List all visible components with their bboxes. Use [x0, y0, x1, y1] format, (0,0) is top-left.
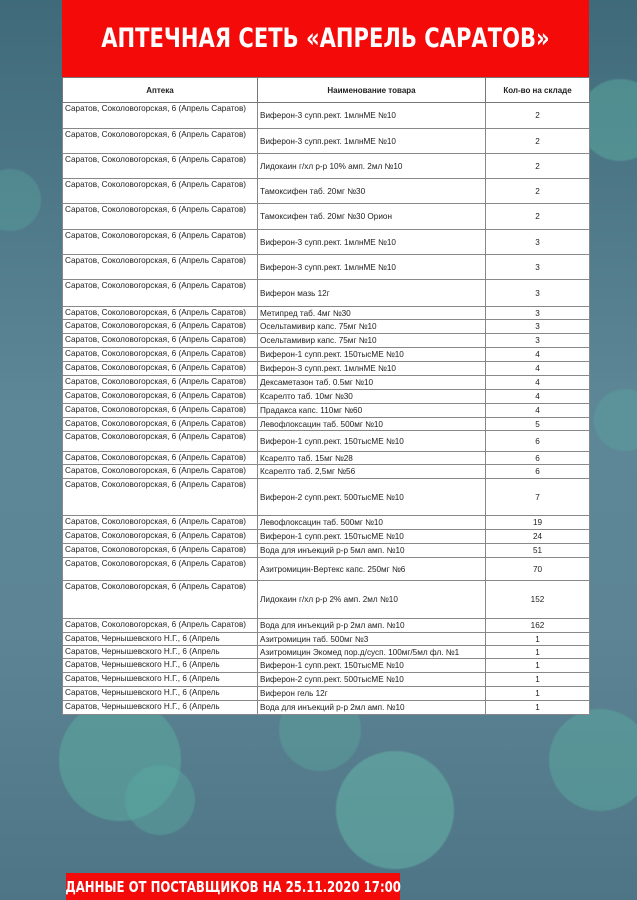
column-header-product: Наименование товара: [258, 78, 486, 103]
column-header-pharmacy: Аптека: [63, 78, 258, 103]
quantity-cell: 4: [486, 390, 590, 404]
quantity-cell: 4: [486, 404, 590, 418]
product-cell: Дексаметазон таб. 0.5мг №10: [258, 376, 486, 390]
pharmacy-cell: Саратов, Соколовогорская, 6 (Апрель Саратов): [63, 129, 258, 154]
pharmacy-cell: Саратов, Соколовогорская, 6 (Апрель Саратов): [63, 154, 258, 179]
quantity-cell: 24: [486, 530, 590, 544]
quantity-cell: 3: [486, 334, 590, 348]
pharmacy-cell: Саратов, Соколовогорская, 6 (Апрель Саратов): [63, 320, 258, 334]
quantity-cell: 2: [486, 103, 590, 129]
pharmacy-cell: Саратов, Соколовогорская, 6 (Апрель Саратов): [63, 179, 258, 204]
table-row: [63, 348, 590, 362]
product-cell: Тамоксифен таб. 20мг №30 Орион: [258, 204, 486, 230]
product-cell: Метипред таб. 4мг №30: [258, 307, 486, 320]
pharmacy-cell: Саратов, Соколовогорская, 6 (Апрель Саратов): [63, 280, 258, 307]
quantity-cell: 3: [486, 320, 590, 334]
quantity-cell: 162: [486, 619, 590, 633]
quantity-cell: 6: [486, 465, 590, 479]
pharmacy-cell: Саратов, Чернышевского Н.Г., 6 (Апрель: [63, 687, 258, 701]
table-row: [63, 633, 590, 646]
pharmacy-cell: Саратов, Соколовогорская, 6 (Апрель Саратов): [63, 404, 258, 418]
table-row: [63, 404, 590, 418]
table-row: [63, 619, 590, 633]
quantity-cell: 1: [486, 673, 590, 687]
product-cell: Ксарелто таб. 2,5мг №56: [258, 465, 486, 479]
table-row: [63, 465, 590, 479]
product-cell: Виферон-3 супп.рект. 1млнМЕ №10: [258, 362, 486, 376]
product-cell: Виферон-3 супп.рект. 1млнМЕ №10: [258, 129, 486, 154]
product-cell: Виферон-3 супп.рект. 1млнМЕ №10: [258, 103, 486, 129]
table-row: [63, 452, 590, 465]
quantity-cell: 19: [486, 516, 590, 530]
table-row: [63, 334, 590, 348]
table-row: [63, 320, 590, 334]
pharmacy-cell: Саратов, Соколовогорская, 6 (Апрель Саратов): [63, 376, 258, 390]
quantity-cell: 70: [486, 558, 590, 581]
product-cell: Вода для инъекций р-р 2мл амп. №10: [258, 619, 486, 633]
table-row: [63, 659, 590, 673]
pharmacy-cell: Саратов, Соколовогорская, 6 (Апрель Саратов): [63, 544, 258, 558]
product-cell: Виферон-3 супп.рект. 1млнМЕ №10: [258, 255, 486, 280]
table-row: [63, 255, 590, 280]
quantity-cell: 3: [486, 230, 590, 255]
product-cell: Виферон-1 супп.рект. 150тысМЕ №10: [258, 431, 486, 452]
quantity-cell: 2: [486, 204, 590, 230]
table-row: [63, 390, 590, 404]
table-row: [63, 280, 590, 307]
table-row: [63, 530, 590, 544]
table-row: [63, 129, 590, 154]
pharmacy-cell: Саратов, Соколовогорская, 6 (Апрель Саратов): [63, 307, 258, 320]
table-row: [63, 516, 590, 530]
product-cell: Ксарелто таб. 10мг №30: [258, 390, 486, 404]
pharmacy-cell: Саратов, Соколовогорская, 6 (Апрель Саратов): [63, 334, 258, 348]
pharmacy-cell: Саратов, Соколовогорская, 6 (Апрель Саратов): [63, 479, 258, 516]
pharmacy-cell: Саратов, Соколовогорская, 6 (Апрель Саратов): [63, 204, 258, 230]
product-cell: Вода для инъекций р-р 2мл амп. №10: [258, 701, 486, 715]
pharmacy-cell: Саратов, Соколовогорская, 6 (Апрель Саратов): [63, 465, 258, 479]
pharmacy-cell: Саратов, Соколовогорская, 6 (Апрель Саратов): [63, 230, 258, 255]
product-cell: Осельтамивир капс. 75мг №10: [258, 334, 486, 348]
quantity-cell: 2: [486, 154, 590, 179]
pharmacy-cell: Саратов, Соколовогорская, 6 (Апрель Саратов): [63, 516, 258, 530]
table-row: [63, 646, 590, 659]
quantity-cell: 6: [486, 431, 590, 452]
table-row: [63, 362, 590, 376]
table-row: [63, 230, 590, 255]
product-cell: Виферон-1 супп.рект. 150тысМЕ №10: [258, 659, 486, 673]
pharmacy-cell: Саратов, Соколовогорская, 6 (Апрель Саратов): [63, 348, 258, 362]
quantity-cell: 1: [486, 633, 590, 646]
footer-banner: [66, 873, 400, 900]
pharmacy-cell: Саратов, Соколовогорская, 6 (Апрель Саратов): [63, 390, 258, 404]
product-cell: Виферон-1 супп.рект. 150тысМЕ №10: [258, 530, 486, 544]
quantity-cell: 5: [486, 418, 590, 431]
product-cell: Виферон гель 12г: [258, 687, 486, 701]
product-cell: Азитромицин-Вертекс капс. 250мг №6: [258, 558, 486, 581]
table-row: [63, 687, 590, 701]
quantity-cell: 4: [486, 348, 590, 362]
product-cell: Прадакса капс. 110мг №60: [258, 404, 486, 418]
pharmacy-cell: Саратов, Соколовогорская, 6 (Апрель Саратов): [63, 103, 258, 129]
table-row: [63, 103, 590, 129]
pharmacy-cell: Саратов, Чернышевского Н.Г., 6 (Апрель: [63, 659, 258, 673]
table-row: [63, 418, 590, 431]
product-cell: Виферон-2 супп.рект. 500тысМЕ №10: [258, 673, 486, 687]
product-cell: Лидокаин г/хл р-р 2% амп. 2мл №10: [258, 581, 486, 619]
table-row: [63, 431, 590, 452]
pharmacy-cell: Саратов, Соколовогорская, 6 (Апрель Саратов): [63, 452, 258, 465]
product-cell: Азитромицин Экомед пор.д/сусп. 100мг/5мл фл. №1: [258, 646, 486, 659]
quantity-cell: 51: [486, 544, 590, 558]
table-header-row: [63, 78, 590, 103]
quantity-cell: 1: [486, 701, 590, 715]
product-cell: Тамоксифен таб. 20мг №30: [258, 179, 486, 204]
pharmacy-cell: Саратов, Соколовогорская, 6 (Апрель Саратов): [63, 581, 258, 619]
table-row: [63, 558, 590, 581]
table-row: [63, 154, 590, 179]
pharmacy-cell: Саратов, Чернышевского Н.Г., 6 (Апрель: [63, 646, 258, 659]
quantity-cell: 3: [486, 307, 590, 320]
pharmacy-cell: Саратов, Чернышевского Н.Г., 6 (Апрель: [63, 673, 258, 687]
pharmacy-cell: Саратов, Соколовогорская, 6 (Апрель Саратов): [63, 255, 258, 280]
pharmacy-cell: Саратов, Чернышевского Н.Г., 6 (Апрель: [63, 701, 258, 715]
product-cell: Азитромицин таб. 500мг №3: [258, 633, 486, 646]
table-row: [63, 376, 590, 390]
product-cell: Вода для инъекций р-р 5мл амп. №10: [258, 544, 486, 558]
pharmacy-cell: Саратов, Чернышевского Н.Г., 6 (Апрель: [63, 633, 258, 646]
quantity-cell: 4: [486, 362, 590, 376]
table-row: [63, 673, 590, 687]
pharmacy-cell: Саратов, Соколовогорская, 6 (Апрель Саратов): [63, 530, 258, 544]
quantity-cell: 1: [486, 659, 590, 673]
title-banner: [62, 0, 589, 77]
page-title: АПТЕЧНАЯ СЕТЬ «АПРЕЛЬ САРАТОВ»: [101, 23, 550, 54]
table-row: [63, 581, 590, 619]
quantity-cell: 1: [486, 687, 590, 701]
data-timestamp: ДАННЫЕ ОТ ПОСТАВЩИКОВ НА 25.11.2020 17:00: [65, 877, 401, 896]
pharmacy-cell: Саратов, Соколовогорская, 6 (Апрель Саратов): [63, 431, 258, 452]
quantity-cell: 3: [486, 280, 590, 307]
product-cell: Виферон-3 супп.рект. 1млнМЕ №10: [258, 230, 486, 255]
pharmacy-cell: Саратов, Соколовогорская, 6 (Апрель Саратов): [63, 418, 258, 431]
pharmacy-cell: Саратов, Соколовогорская, 6 (Апрель Саратов): [63, 619, 258, 633]
pharmacy-cell: Саратов, Соколовогорская, 6 (Апрель Саратов): [63, 362, 258, 376]
quantity-cell: 152: [486, 581, 590, 619]
product-cell: Левофлоксацин таб. 500мг №10: [258, 418, 486, 431]
table-row: [63, 179, 590, 204]
quantity-cell: 2: [486, 179, 590, 204]
table-row: [63, 544, 590, 558]
pharmacy-cell: Саратов, Соколовогорская, 6 (Апрель Саратов): [63, 558, 258, 581]
stock-table: [62, 77, 590, 715]
column-header-quantity: Кол-во на складе: [486, 78, 590, 103]
quantity-cell: 7: [486, 479, 590, 516]
product-cell: Осельтамивир капс. 75мг №10: [258, 320, 486, 334]
table-row: [63, 307, 590, 320]
table-row: [63, 701, 590, 715]
quantity-cell: 2: [486, 129, 590, 154]
table-row: [63, 479, 590, 516]
product-cell: Левофлоксацин таб. 500мг №10: [258, 516, 486, 530]
product-cell: Виферон мазь 12г: [258, 280, 486, 307]
table-row: [63, 204, 590, 230]
product-cell: Виферон-1 супп.рект. 150тысМЕ №10: [258, 348, 486, 362]
product-cell: Виферон-2 супп.рект. 500тысМЕ №10: [258, 479, 486, 516]
quantity-cell: 6: [486, 452, 590, 465]
product-cell: Ксарелто таб. 15мг №28: [258, 452, 486, 465]
quantity-cell: 4: [486, 376, 590, 390]
quantity-cell: 3: [486, 255, 590, 280]
product-cell: Лидокаин г/хл р-р 10% амп. 2мл №10: [258, 154, 486, 179]
quantity-cell: 1: [486, 646, 590, 659]
